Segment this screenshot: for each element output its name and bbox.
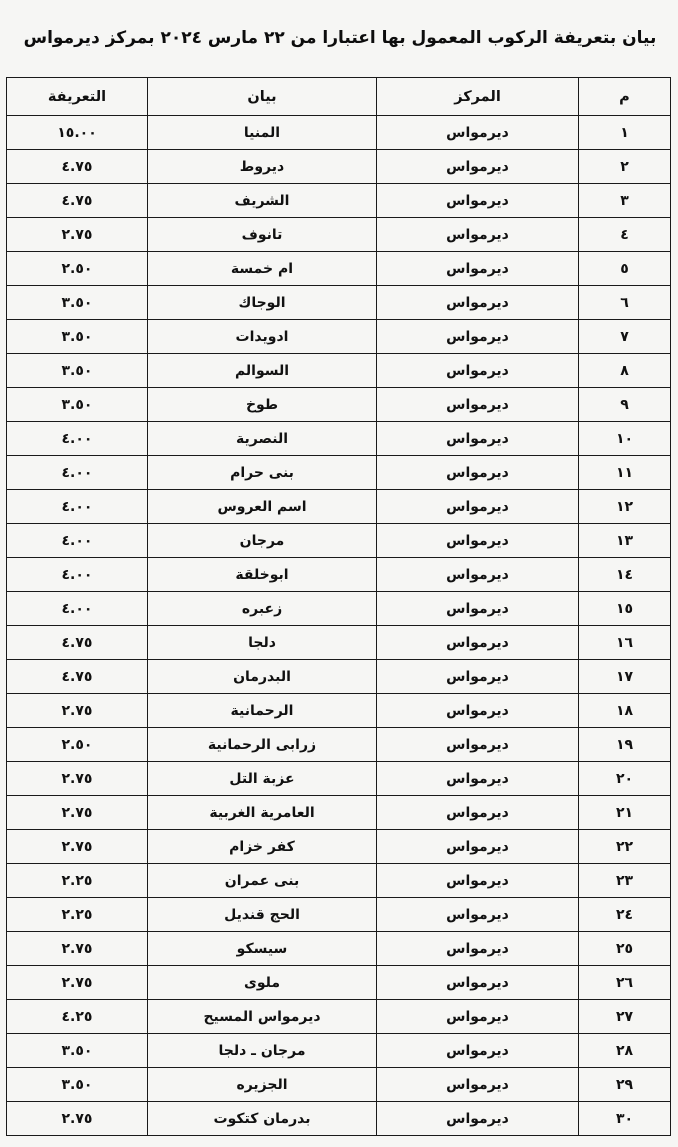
row-center: ديرمواس bbox=[377, 456, 579, 490]
row-destination: العامرية الغربية bbox=[148, 796, 377, 830]
row-number: ٩ bbox=[579, 388, 671, 422]
row-center: ديرمواس bbox=[377, 524, 579, 558]
row-center: ديرمواس bbox=[377, 252, 579, 286]
table-row bbox=[7, 694, 671, 728]
table-row bbox=[7, 252, 671, 286]
row-center: ديرمواس bbox=[377, 490, 579, 524]
table-row bbox=[7, 354, 671, 388]
row-number: ٢٠ bbox=[579, 762, 671, 796]
row-destination: البدرمان bbox=[148, 660, 377, 694]
row-fare: ٢.٥٠ bbox=[7, 252, 148, 286]
row-fare: ٢.٧٥ bbox=[7, 694, 148, 728]
header-num: م bbox=[579, 78, 671, 116]
row-number: ١٤ bbox=[579, 558, 671, 592]
row-fare: ٤.٠٠ bbox=[7, 456, 148, 490]
row-destination: ام خمسة bbox=[148, 252, 377, 286]
table-row bbox=[7, 728, 671, 762]
row-fare: ١٥.٠٠ bbox=[7, 116, 148, 150]
row-number: ١٢ bbox=[579, 490, 671, 524]
row-number: ٢٤ bbox=[579, 898, 671, 932]
row-fare: ٤.٧٥ bbox=[7, 150, 148, 184]
row-fare: ٣.٥٠ bbox=[7, 320, 148, 354]
row-center: ديرمواس bbox=[377, 966, 579, 1000]
row-number: ٣٠ bbox=[579, 1102, 671, 1136]
row-fare: ٣.٥٠ bbox=[7, 388, 148, 422]
table-row bbox=[7, 830, 671, 864]
row-destination: الحج قنديل bbox=[148, 898, 377, 932]
row-number: ١١ bbox=[579, 456, 671, 490]
row-center: ديرمواس bbox=[377, 694, 579, 728]
row-center: ديرمواس bbox=[377, 762, 579, 796]
row-center: ديرمواس bbox=[377, 116, 579, 150]
row-number: ٨ bbox=[579, 354, 671, 388]
row-center: ديرمواس bbox=[377, 150, 579, 184]
row-destination: ادويدات bbox=[148, 320, 377, 354]
table-row bbox=[7, 1068, 671, 1102]
table-row bbox=[7, 218, 671, 252]
row-number: ٧ bbox=[579, 320, 671, 354]
row-fare: ٢.٧٥ bbox=[7, 830, 148, 864]
table-row bbox=[7, 592, 671, 626]
table-header-row bbox=[7, 78, 671, 116]
row-destination: ديرمواس المسيح bbox=[148, 1000, 377, 1034]
row-destination: النصرية bbox=[148, 422, 377, 456]
row-fare: ٢.٧٥ bbox=[7, 966, 148, 1000]
row-number: ٢ bbox=[579, 150, 671, 184]
row-center: ديرمواس bbox=[377, 1068, 579, 1102]
table-row bbox=[7, 660, 671, 694]
row-number: ١٧ bbox=[579, 660, 671, 694]
row-center: ديرمواس bbox=[377, 796, 579, 830]
row-center: ديرمواس bbox=[377, 1034, 579, 1068]
row-number: ٦ bbox=[579, 286, 671, 320]
table-row bbox=[7, 150, 671, 184]
row-center: ديرمواس bbox=[377, 354, 579, 388]
table-row bbox=[7, 966, 671, 1000]
table-row bbox=[7, 320, 671, 354]
row-fare: ٣.٥٠ bbox=[7, 1034, 148, 1068]
row-number: ١ bbox=[579, 116, 671, 150]
row-fare: ٢.٢٥ bbox=[7, 864, 148, 898]
row-fare: ٢.٢٥ bbox=[7, 898, 148, 932]
row-number: ١٣ bbox=[579, 524, 671, 558]
table-row bbox=[7, 796, 671, 830]
row-fare: ٤.٠٠ bbox=[7, 524, 148, 558]
row-center: ديرمواس bbox=[377, 932, 579, 966]
document-title: بيان بتعريفة الركوب المعمول بها اعتبارا من ٢٢ مارس ٢٠٢٤ بمركز ديرمواس bbox=[23, 28, 657, 48]
row-destination: ابوخلقة bbox=[148, 558, 377, 592]
table-row bbox=[7, 762, 671, 796]
table-row bbox=[7, 388, 671, 422]
row-number: ١٦ bbox=[579, 626, 671, 660]
row-fare: ٤.٠٠ bbox=[7, 490, 148, 524]
row-destination: عزبة التل bbox=[148, 762, 377, 796]
table-row bbox=[7, 1102, 671, 1136]
table-row bbox=[7, 184, 671, 218]
row-center: ديرمواس bbox=[377, 830, 579, 864]
table-row bbox=[7, 932, 671, 966]
row-destination: اسم العروس bbox=[148, 490, 377, 524]
table-row bbox=[7, 524, 671, 558]
row-destination: زعبره bbox=[148, 592, 377, 626]
row-center: ديرمواس bbox=[377, 320, 579, 354]
row-destination: مرجان bbox=[148, 524, 377, 558]
row-number: ٢٦ bbox=[579, 966, 671, 1000]
fare-table bbox=[6, 77, 671, 1136]
row-destination: الجزيره bbox=[148, 1068, 377, 1102]
table-row bbox=[7, 1034, 671, 1068]
table-row bbox=[7, 456, 671, 490]
table-body bbox=[7, 116, 671, 1136]
row-fare: ٢.٥٠ bbox=[7, 728, 148, 762]
row-fare: ٢.٧٥ bbox=[7, 932, 148, 966]
row-center: ديرمواس bbox=[377, 1000, 579, 1034]
row-destination: مرجان ـ دلجا bbox=[148, 1034, 377, 1068]
row-fare: ٣.٥٠ bbox=[7, 354, 148, 388]
header-center: المركز bbox=[377, 78, 579, 116]
row-fare: ٤.٧٥ bbox=[7, 184, 148, 218]
row-destination: الشريف bbox=[148, 184, 377, 218]
table-row bbox=[7, 898, 671, 932]
row-destination: بدرمان كتكوت bbox=[148, 1102, 377, 1136]
row-fare: ٣.٥٠ bbox=[7, 1068, 148, 1102]
row-destination: سيسكو bbox=[148, 932, 377, 966]
row-number: ٢٣ bbox=[579, 864, 671, 898]
row-center: ديرمواس bbox=[377, 286, 579, 320]
table-row bbox=[7, 422, 671, 456]
row-number: ١٨ bbox=[579, 694, 671, 728]
header-fare: التعريفة bbox=[7, 78, 148, 116]
row-destination: ملوى bbox=[148, 966, 377, 1000]
row-destination: دلجا bbox=[148, 626, 377, 660]
row-destination: المنيا bbox=[148, 116, 377, 150]
row-fare: ٣.٥٠ bbox=[7, 286, 148, 320]
row-number: ٢١ bbox=[579, 796, 671, 830]
row-center: ديرمواس bbox=[377, 184, 579, 218]
row-number: ٢٢ bbox=[579, 830, 671, 864]
row-destination: كفر خزام bbox=[148, 830, 377, 864]
row-fare: ٤.٠٠ bbox=[7, 422, 148, 456]
row-fare: ٤.٧٥ bbox=[7, 660, 148, 694]
table-row bbox=[7, 490, 671, 524]
row-number: ٢٧ bbox=[579, 1000, 671, 1034]
row-center: ديرمواس bbox=[377, 218, 579, 252]
row-destination: الوجاك bbox=[148, 286, 377, 320]
row-destination: زرابى الرحمانية bbox=[148, 728, 377, 762]
row-fare: ٤.٧٥ bbox=[7, 626, 148, 660]
row-center: ديرمواس bbox=[377, 898, 579, 932]
row-fare: ٢.٧٥ bbox=[7, 796, 148, 830]
row-fare: ٤.٢٥ bbox=[7, 1000, 148, 1034]
row-destination: تانوف bbox=[148, 218, 377, 252]
row-destination: بنى حرام bbox=[148, 456, 377, 490]
row-fare: ٤.٠٠ bbox=[7, 558, 148, 592]
table-row bbox=[7, 286, 671, 320]
row-number: ٤ bbox=[579, 218, 671, 252]
row-destination: بنى عمران bbox=[148, 864, 377, 898]
row-destination: طوخ bbox=[148, 388, 377, 422]
row-number: ٢٩ bbox=[579, 1068, 671, 1102]
row-destination: السوالم bbox=[148, 354, 377, 388]
row-number: ٢٨ bbox=[579, 1034, 671, 1068]
table-row bbox=[7, 558, 671, 592]
row-center: ديرمواس bbox=[377, 626, 579, 660]
table-row bbox=[7, 116, 671, 150]
row-center: ديرمواس bbox=[377, 660, 579, 694]
row-number: ١٠ bbox=[579, 422, 671, 456]
row-number: ٢٥ bbox=[579, 932, 671, 966]
row-fare: ٢.٧٥ bbox=[7, 762, 148, 796]
row-center: ديرمواس bbox=[377, 388, 579, 422]
row-number: ٥ bbox=[579, 252, 671, 286]
row-center: ديرمواس bbox=[377, 422, 579, 456]
header-desc: بيان bbox=[148, 78, 377, 116]
row-center: ديرمواس bbox=[377, 728, 579, 762]
row-center: ديرمواس bbox=[377, 558, 579, 592]
row-center: ديرمواس bbox=[377, 1102, 579, 1136]
table-row bbox=[7, 864, 671, 898]
row-center: ديرمواس bbox=[377, 592, 579, 626]
row-number: ١٥ bbox=[579, 592, 671, 626]
row-number: ٣ bbox=[579, 184, 671, 218]
row-number: ١٩ bbox=[579, 728, 671, 762]
table-row bbox=[7, 1000, 671, 1034]
table-row bbox=[7, 626, 671, 660]
row-fare: ٤.٠٠ bbox=[7, 592, 148, 626]
row-fare: ٢.٧٥ bbox=[7, 1102, 148, 1136]
row-center: ديرمواس bbox=[377, 864, 579, 898]
row-fare: ٢.٧٥ bbox=[7, 218, 148, 252]
row-destination: ديروط bbox=[148, 150, 377, 184]
row-destination: الرحمانية bbox=[148, 694, 377, 728]
